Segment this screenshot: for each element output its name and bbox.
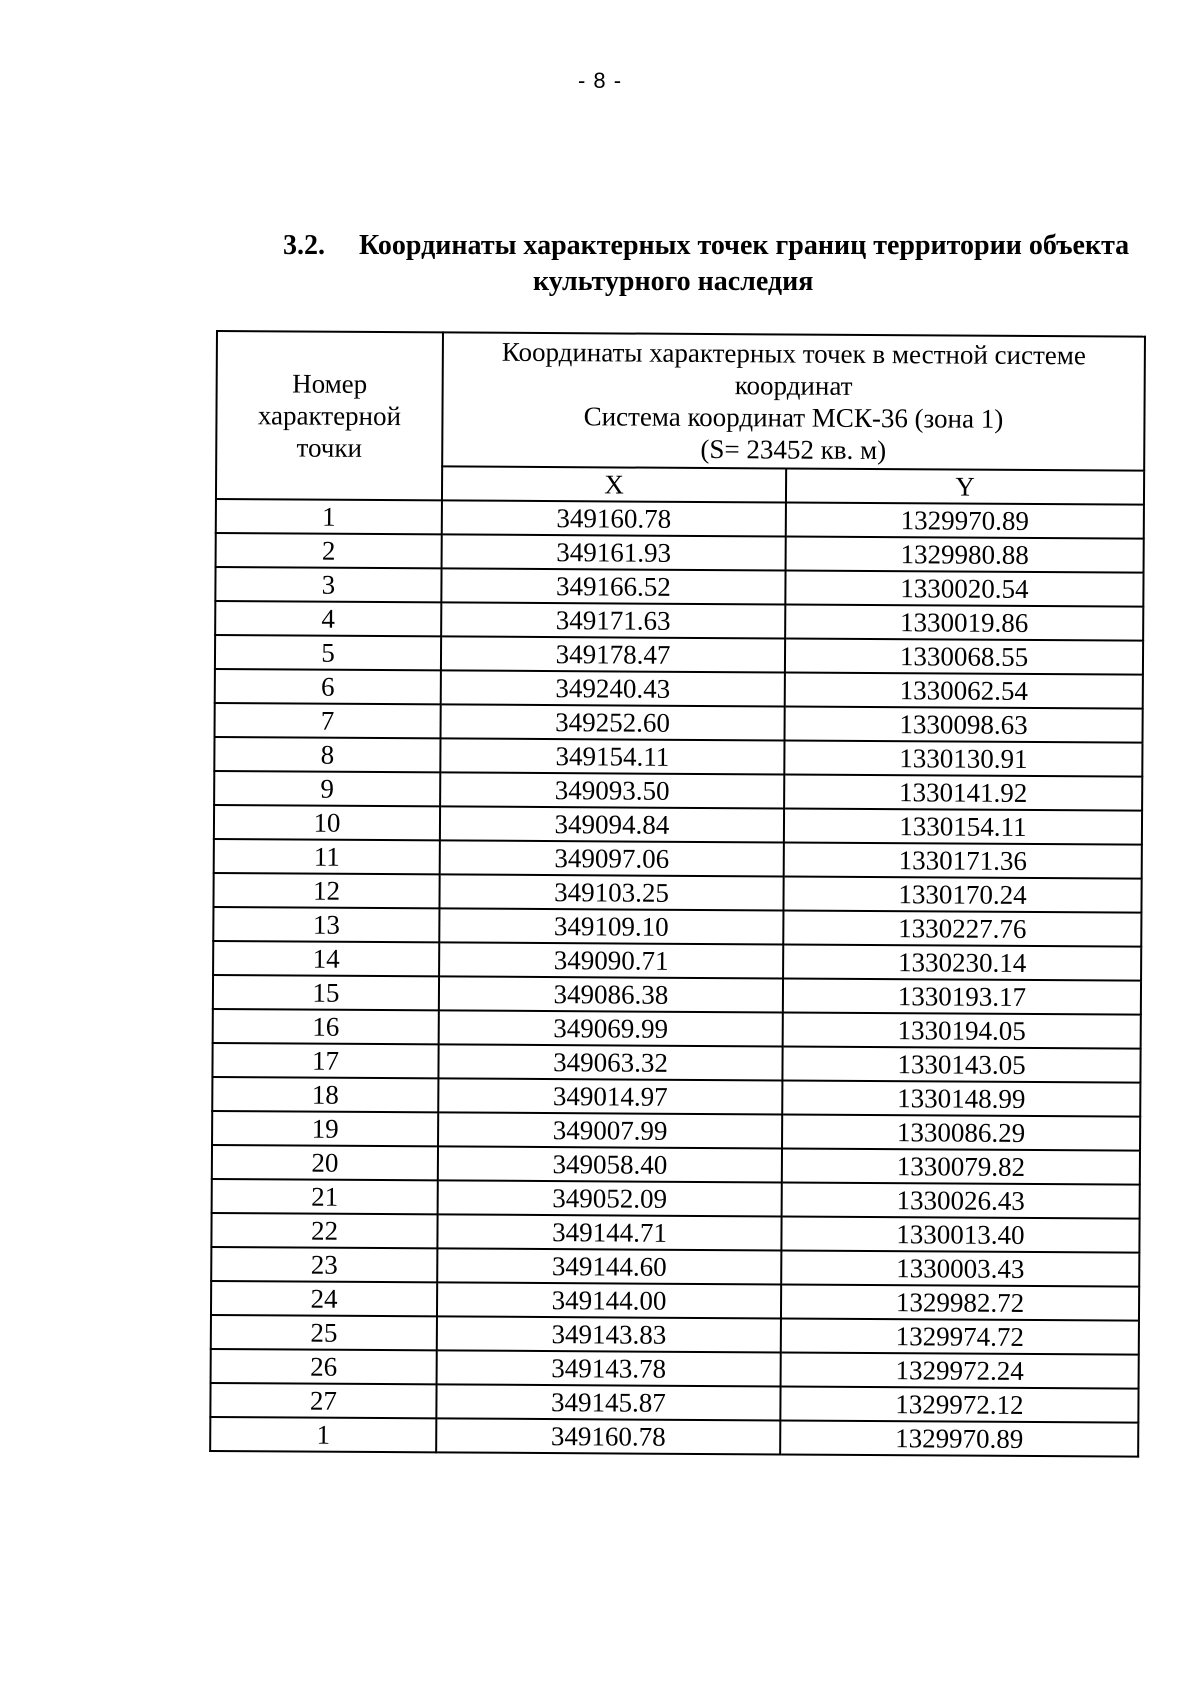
x-coordinate-cell: 349058.40 [438,1146,782,1182]
section-title [283,228,1143,300]
header-x: X [442,466,786,502]
point-number-cell: 14 [213,941,439,976]
header-point-number [216,331,443,500]
table-row [216,533,1144,573]
y-coordinate-cell: 1330020.54 [785,570,1143,606]
y-coordinate-cell: 1329970.89 [786,502,1144,538]
x-coordinate-cell: 349014.97 [438,1078,782,1114]
table-header-row [216,331,1145,471]
table-row [215,703,1143,743]
x-coordinate-cell: 349093.50 [440,772,784,808]
point-number-cell: 9 [214,771,440,806]
point-number-cell: 15 [213,975,439,1010]
point-number-cell: 26 [211,1349,437,1384]
table-row [213,907,1141,947]
x-coordinate-cell: 349144.71 [437,1214,781,1250]
y-coordinate-cell: 1330230.14 [783,944,1141,980]
y-coordinate-cell: 1330086.29 [782,1114,1140,1150]
y-coordinate-cell: 1329972.12 [780,1386,1138,1422]
table-body [210,499,1144,1457]
point-number-cell: 1 [210,1417,436,1452]
point-number-cell: 5 [215,635,441,670]
x-coordinate-cell: 349144.00 [437,1282,781,1318]
table-row [215,601,1143,641]
point-number-cell: 22 [211,1213,437,1248]
y-coordinate-cell: 1330148.99 [782,1080,1140,1116]
table-row [213,1009,1141,1049]
x-coordinate-cell: 349090.71 [439,942,783,978]
point-number-cell: 7 [215,703,441,738]
table-row [211,1247,1139,1287]
x-coordinate-cell: 349086.38 [439,976,783,1012]
x-coordinate-cell: 349063.32 [438,1044,782,1080]
table-row [210,1383,1138,1423]
point-number-cell: 23 [211,1247,437,1282]
table-row [212,1043,1140,1083]
table-row [215,669,1143,709]
header-coords-line: (S= 23452 кв. м) [700,433,887,466]
table-row [214,805,1142,845]
table-row [211,1315,1139,1355]
table-row [211,1281,1139,1321]
y-coordinate-cell: 1330154.11 [784,808,1142,844]
header-point-line: Номер [292,368,368,399]
x-coordinate-cell: 349052.09 [438,1180,782,1216]
y-coordinate-cell: 1330141.92 [784,774,1142,810]
table-row [213,975,1141,1015]
y-coordinate-cell: 1330062.54 [785,672,1143,708]
table-row [213,941,1141,981]
x-coordinate-cell: 349171.63 [441,602,785,638]
point-number-cell: 1 [216,499,442,534]
y-coordinate-cell: 1330079.82 [782,1148,1140,1184]
coordinates-table [209,330,1146,1458]
x-coordinate-cell: 349160.78 [436,1418,780,1454]
point-number-cell: 11 [214,839,440,874]
y-coordinate-cell: 1330193.17 [783,978,1141,1014]
y-coordinate-cell: 1330194.05 [783,1012,1141,1048]
point-number-cell: 25 [211,1315,437,1350]
point-number-cell: 17 [212,1043,438,1078]
table-row [214,737,1142,777]
x-coordinate-cell: 349252.60 [441,704,785,740]
y-coordinate-cell: 1330227.76 [783,910,1141,946]
x-coordinate-cell: 349097.06 [440,840,784,876]
x-coordinate-cell: 349143.78 [437,1350,781,1386]
y-coordinate-cell: 1330143.05 [782,1046,1140,1082]
point-number-cell: 2 [216,533,442,568]
point-number-cell: 16 [213,1009,439,1044]
table-row [210,1417,1138,1457]
table-row [216,499,1144,539]
x-coordinate-cell: 349109.10 [439,908,783,944]
y-coordinate-cell: 1330019.86 [785,604,1143,640]
header-coords-line: координат [734,370,853,401]
point-number-cell: 8 [214,737,440,772]
point-number-cell: 4 [215,601,441,636]
x-coordinate-cell: 349160.78 [442,500,786,536]
point-number-cell: 13 [213,907,439,942]
point-number-cell: 3 [215,567,441,602]
y-coordinate-cell: 1330068.55 [785,638,1143,674]
page-number: - 8 - [577,68,623,93]
y-coordinate-cell: 1330098.63 [785,706,1143,742]
x-coordinate-cell: 349144.60 [437,1248,781,1284]
header-coords-line: Координаты характерных точек в местной системе [501,336,1086,371]
table-row [212,1145,1140,1185]
x-coordinate-cell: 349166.52 [441,568,785,604]
y-coordinate-cell: 1330171.36 [784,842,1142,878]
x-coordinate-cell: 349178.47 [441,636,785,672]
table-row [211,1213,1139,1253]
x-coordinate-cell: 349143.83 [437,1316,781,1352]
x-coordinate-cell: 349145.87 [436,1384,780,1420]
point-number-cell: 27 [210,1383,436,1418]
y-coordinate-cell: 1330003.43 [781,1250,1139,1286]
y-coordinate-cell: 1330170.24 [783,876,1141,912]
x-coordinate-cell: 349094.84 [440,806,784,842]
y-coordinate-cell: 1329974.72 [781,1318,1139,1354]
y-coordinate-cell: 1329980.88 [786,536,1144,572]
x-coordinate-cell: 349007.99 [438,1112,782,1148]
y-coordinate-cell: 1329982.72 [781,1284,1139,1320]
section-title-line2: культурного наследия [533,266,814,297]
y-coordinate-cell: 1330026.43 [782,1182,1140,1218]
table-row [214,771,1142,811]
table-row [212,1077,1140,1117]
y-coordinate-cell: 1329972.24 [781,1352,1139,1388]
point-number-cell: 24 [211,1281,437,1316]
point-number-cell: 18 [212,1077,438,1112]
header-coords-line: Система координат МСК-36 (зона 1) [583,401,1004,434]
x-coordinate-cell: 349161.93 [442,534,786,570]
point-number-cell: 6 [215,669,441,704]
table-row [211,1349,1139,1389]
table-row [215,635,1143,675]
x-coordinate-cell: 349103.25 [439,874,783,910]
header-point-line: точки [296,432,363,463]
point-number-cell: 12 [213,873,439,908]
x-coordinate-cell: 349240.43 [441,670,785,706]
y-coordinate-cell: 1330013.40 [781,1216,1139,1252]
table-row [212,1179,1140,1219]
table-row [213,873,1141,913]
point-number-cell: 20 [212,1145,438,1180]
table-row [215,567,1143,607]
table-row [214,839,1142,879]
point-number-cell: 10 [214,805,440,840]
point-number-cell: 19 [212,1111,438,1146]
x-coordinate-cell: 349069.99 [439,1010,783,1046]
y-coordinate-cell: 1330130.91 [784,740,1142,776]
section-number: 3.2. [283,230,325,261]
table-row [212,1111,1140,1151]
header-y: Y [786,468,1144,504]
section-title-line1: Координаты характерных точек границ территории объекта [359,230,1130,261]
header-point-line: характерной [257,400,402,432]
point-number-cell: 21 [212,1179,438,1214]
header-coordinates [442,332,1145,470]
x-coordinate-cell: 349154.11 [440,738,784,774]
y-coordinate-cell: 1329970.89 [780,1420,1138,1456]
